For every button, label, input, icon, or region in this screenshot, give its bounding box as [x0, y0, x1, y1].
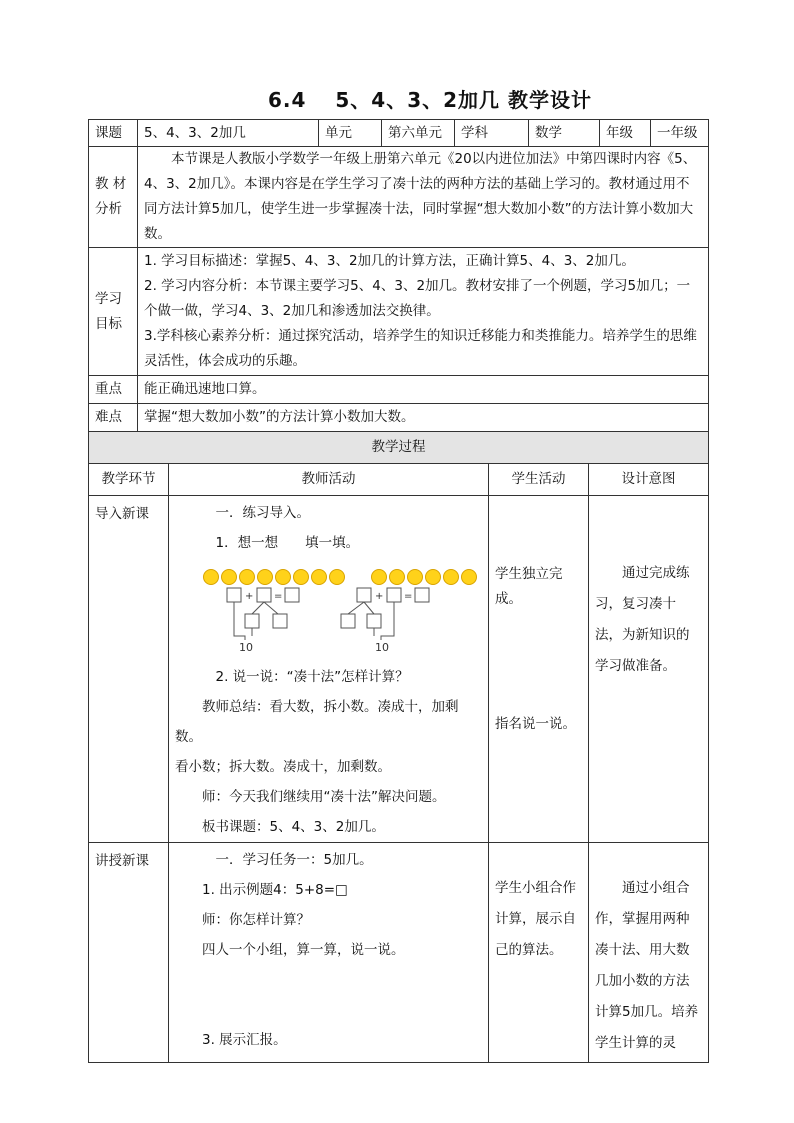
smiley-icon — [461, 569, 477, 585]
unit-value: 第六单元 — [382, 120, 455, 147]
diagram-right — [341, 588, 429, 640]
grade-label: 年级 — [600, 120, 651, 147]
smiley-group-left — [203, 569, 351, 585]
goal-item-3: 3.学科核心素养分析：通过探究活动，培养学生的知识迁移能力和类推能力。培养学生的思维灵活性，体会成功的乐趣。 — [144, 328, 697, 369]
topic-value: 5、4、3、2加几 — [138, 120, 319, 147]
smiley-row — [175, 558, 482, 584]
smiley-icon — [371, 569, 387, 585]
intro-line-2: 1．想一想 填一填。 — [215, 535, 360, 551]
grade-value: 一年级 — [651, 120, 709, 147]
smiley-icon — [257, 569, 273, 585]
analysis-text: 本节课是人教版小学数学一年级上册第六单元《20以内进位加法》中第四课时内容《5、4、3、2加几》。本课内容是在学生学习了凑十法的两种方法的基础上学习的。教材通过用不同方法计算5加几，使学生进一步掌握凑十法，同时掌握“想大数加小数”的方法计算小数加大数。 — [138, 147, 709, 248]
intro-line-3: 2. 说一说：“凑十法”怎样计算？ — [215, 669, 409, 685]
intro-student-2: 指名说一说。 — [495, 716, 576, 732]
intro-line-4: 教师总结：看大数，拆小数。凑成十，加剩数。 — [175, 699, 459, 745]
info-table — [88, 119, 709, 432]
process-heading: 教学过程 — [89, 432, 709, 464]
difficulty-label: 难点 — [89, 404, 138, 432]
diagram-total-right: 10 — [375, 641, 389, 654]
difficulty-text: 掌握“想大数加小数”的方法计算小数加大数。 — [138, 404, 709, 432]
svg-text:+: + — [245, 591, 254, 602]
smiley-icon — [203, 569, 219, 585]
goal-item-2: 2. 学习内容分析：本节课主要学习5、4、3、2加几。教材安排了一个例题，学习5加几；一个做一做，学习4、3、2加几和渗透加法交换律。 — [144, 278, 691, 319]
intro-line-6: 师：今天我们继续用“凑十法”解决问题。 — [202, 789, 446, 805]
new-student: 学生小组合作计算，展示自己的算法。 — [489, 843, 589, 1063]
new-line-2: 1. 出示例题4：5+8=□ — [202, 882, 348, 898]
make-ten-diagram — [175, 584, 475, 662]
header-teacher: 教师活动 — [169, 464, 489, 496]
new-line-4: 四人一个小组，算一算，说一说。 — [202, 942, 405, 958]
key-point-text: 能正确迅速地口算。 — [138, 376, 709, 404]
topic-label: 课题 — [89, 120, 138, 147]
smiley-icon — [311, 569, 327, 585]
intro-student-1: 学生独立完成。 — [495, 566, 563, 607]
intro-student-cell — [489, 496, 589, 843]
smiley-icon — [221, 569, 237, 585]
goal-item-1: 1. 学习目标描述：掌握5、4、3、2加几的计算方法，正确计算5、4、3、2加几。 — [144, 253, 635, 269]
svg-text:=: = — [404, 591, 413, 602]
new-line-3: 师：你怎样计算？ — [202, 912, 310, 928]
intro-teacher-cell — [169, 496, 489, 843]
unit-label: 单元 — [319, 120, 382, 147]
goals-label: 学习 目标 — [89, 248, 138, 376]
intro-line-7: 板书课题：5、4、3、2加几。 — [202, 819, 385, 835]
header-intent: 设计意图 — [589, 464, 709, 496]
smiley-group-right — [371, 569, 479, 585]
smiley-icon — [425, 569, 441, 585]
subject-value: 数学 — [529, 120, 600, 147]
intro-line-1: 一．练习导入。 — [215, 505, 310, 521]
intro-intent: 通过完成练习，复习凑十法，为新知识的学习做准备。 — [589, 496, 709, 843]
smiley-icon — [275, 569, 291, 585]
intro-stage: 导入新课 — [89, 496, 169, 843]
smiley-icon — [443, 569, 459, 585]
intro-line-5: 看小数；拆大数。凑成十，加剩数。 — [175, 759, 391, 775]
new-intent: 通过小组合作，掌握用两种凑十法、用大数几加小数的方法计算5加几。培养学生计算的灵 — [589, 843, 709, 1063]
page-title: 6.4 5、4、3、2加几 教学设计 — [267, 88, 593, 112]
new-line-5: 3. 展示汇报。 — [202, 1032, 287, 1048]
smiley-icon — [329, 569, 345, 585]
smiley-icon — [389, 569, 405, 585]
new-line-1: 一．学习任务一：5加几。 — [215, 852, 373, 868]
new-stage: 讲授新课 — [89, 843, 169, 1063]
analysis-label: 教 材 分析 — [89, 147, 138, 248]
diagram-left — [227, 588, 299, 640]
goals-text — [138, 248, 709, 376]
diagram-total-left: 10 — [239, 641, 253, 654]
svg-text:=: = — [274, 591, 283, 602]
smiley-icon — [293, 569, 309, 585]
header-student: 学生活动 — [489, 464, 589, 496]
subject-label: 学科 — [455, 120, 529, 147]
smiley-icon — [239, 569, 255, 585]
key-point-label: 重点 — [89, 376, 138, 404]
new-teacher-cell — [169, 843, 489, 1063]
header-stage: 教学环节 — [89, 464, 169, 496]
process-table — [88, 431, 709, 1063]
smiley-icon — [407, 569, 423, 585]
svg-text:+: + — [375, 591, 384, 602]
